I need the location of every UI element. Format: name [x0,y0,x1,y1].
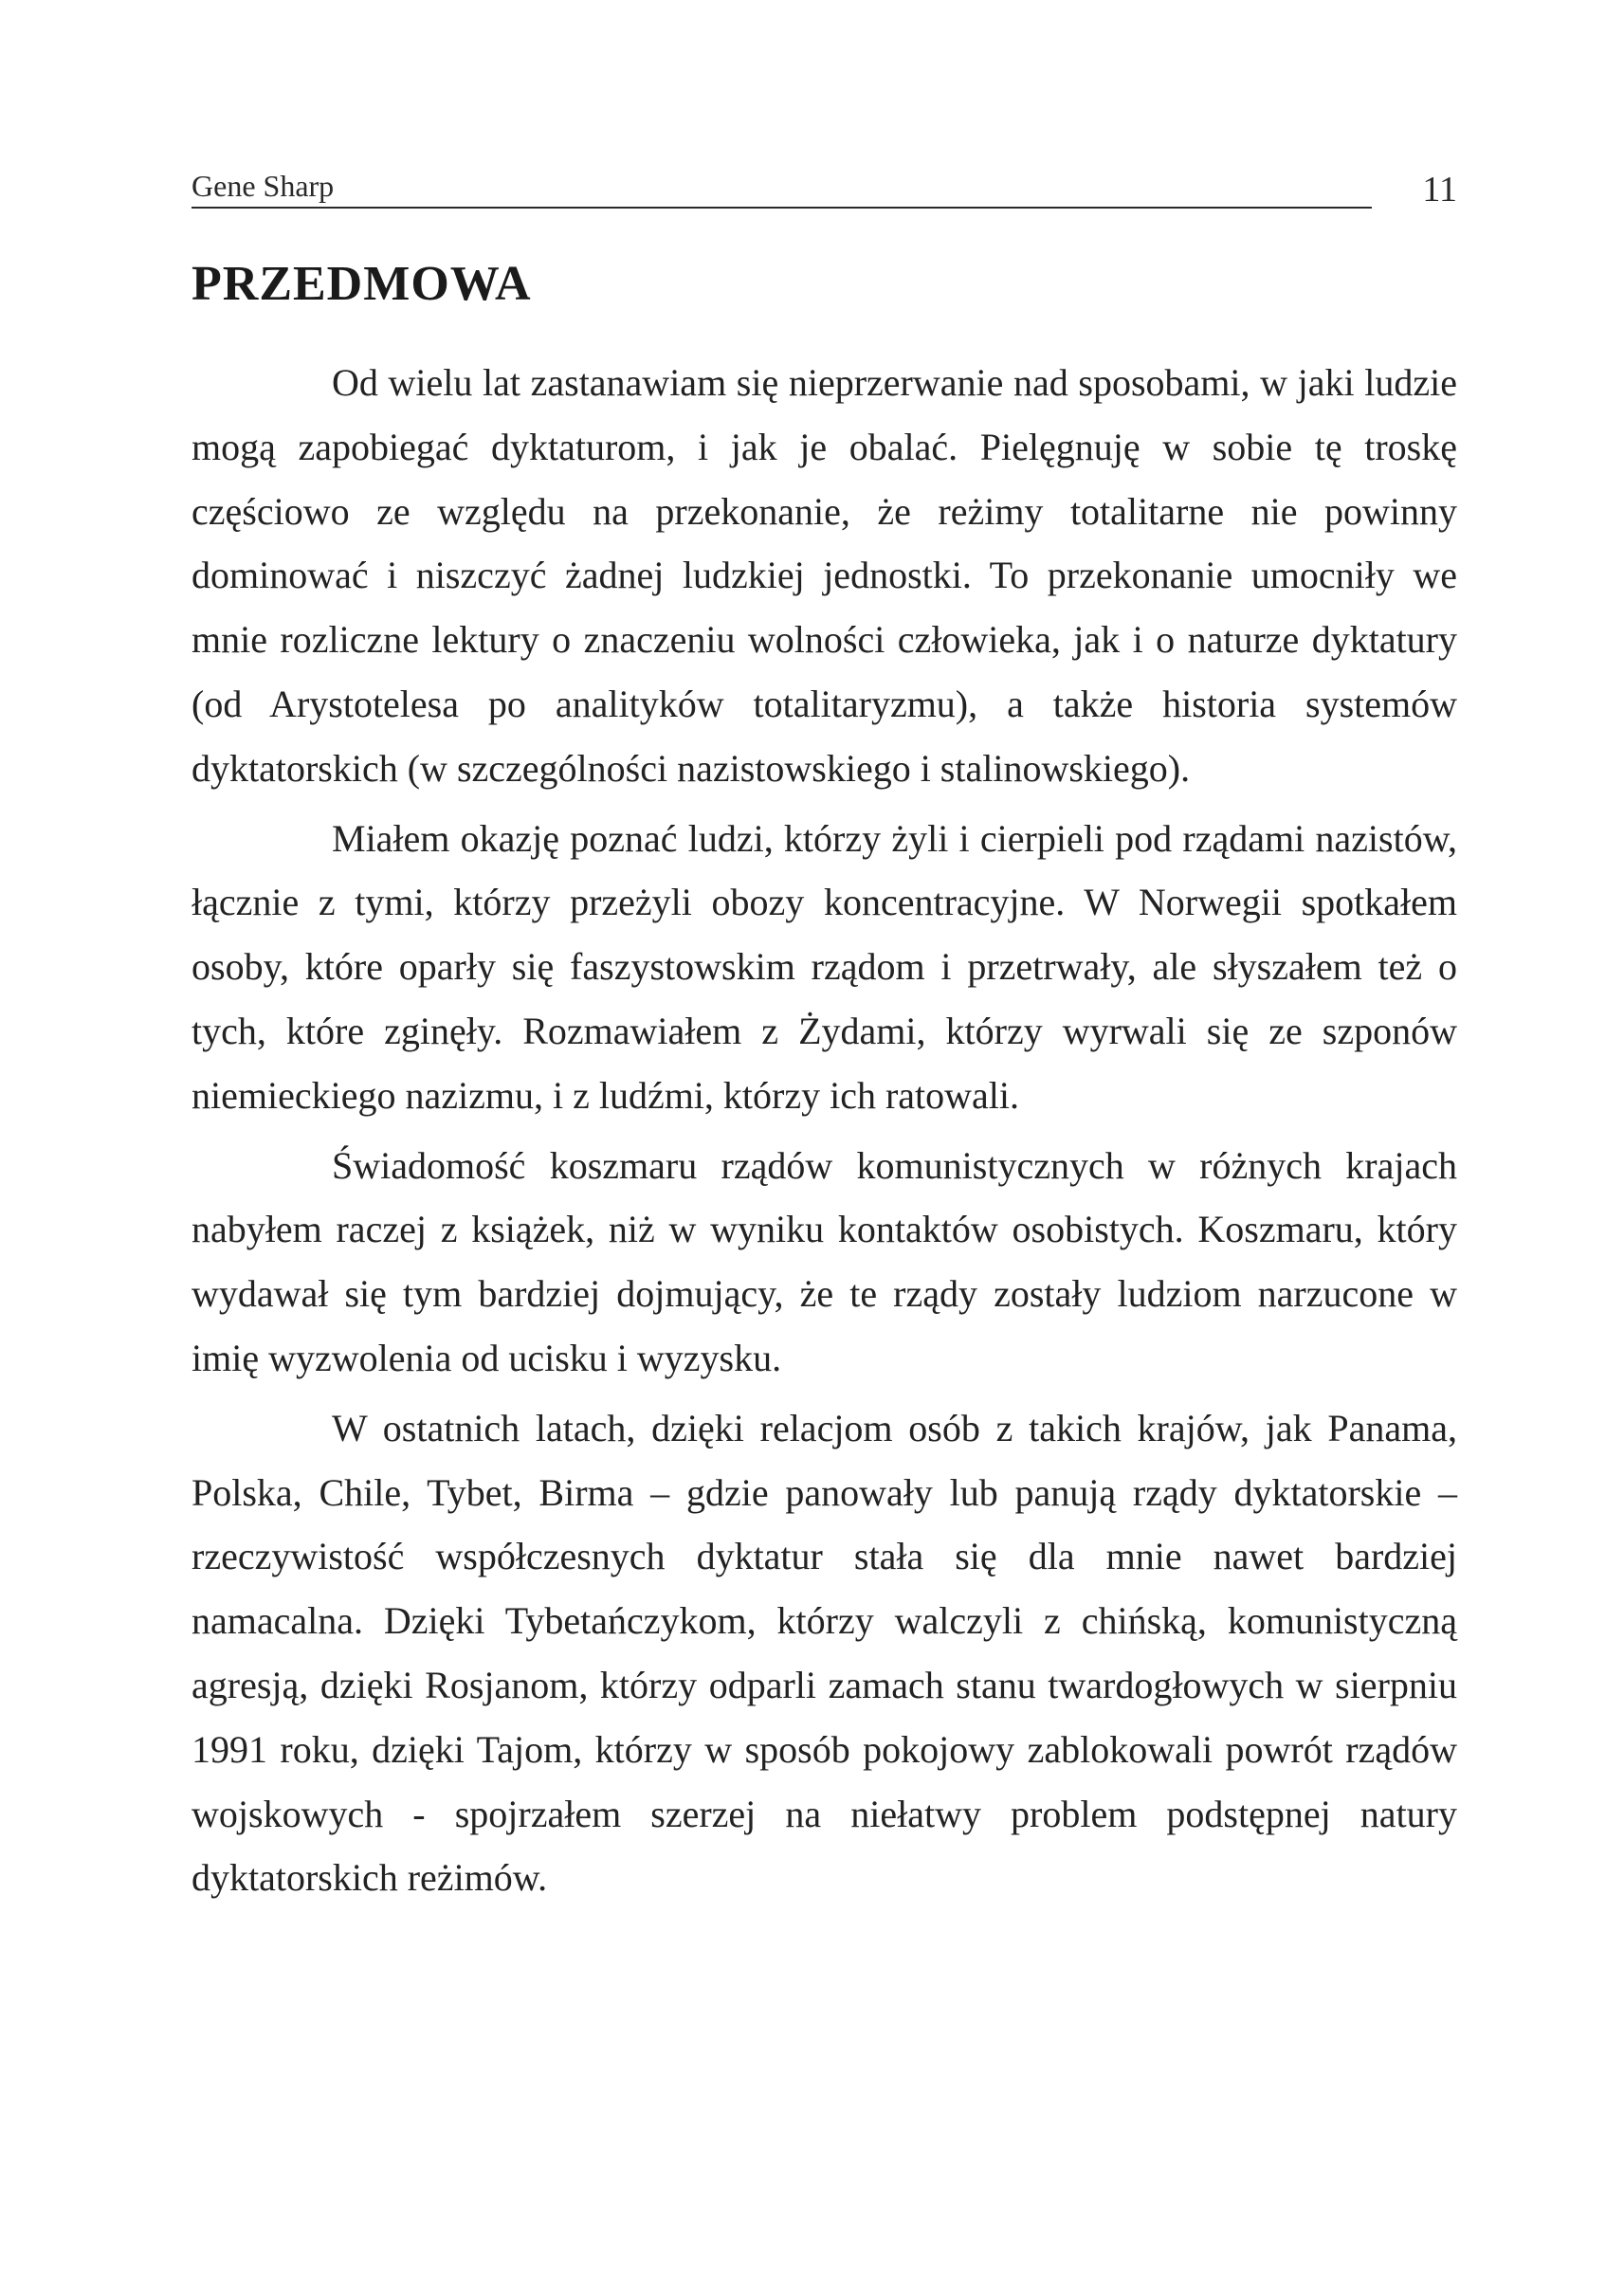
paragraph: Miałem okazję poznać ludzi, którzy żyli i cierpieli pod rządami nazistów, łącznie z tymi, którzy przeżyli obozy koncentracyjne. W Norwegii spotkałem osoby, które oparły się faszystowskim rządom i przetrwały, ale słyszałem też o tych, które zginęły. Rozmawiałem z Żydami, którzy wyrwali się ze szponów niemieckiego nazizmu, i z ludźmi, którzy ich ratowali. [192,816,1457,1117]
paragraph: W ostatnich latach, dzięki relacjom osób z takich krajów, jak Panama, Polska, Chile, Tybet, Birma – gdzie panowały lub panują rządy dyktatorskie – rzeczywistość współczesnych dyktatur stała się dla mnie nawet bardziej namacalna. Dzięki Tybetańczykom, którzy walczyli z chińską, komunistyczną agresją, dzięki Rosjanom, którzy odparli zamach stanu twardogłowych w sierpniu 1991 roku, dzięki Tajom, którzy w sposób pokojowy zablokowali powrót rządów wojskowych - spojrzałem szerzej na niełatwy problem podstępnej natury dyktatorskich reżimów. [192,1406,1457,1900]
running-header-author: Gene Sharp [192,169,335,203]
paragraph: Świadomość koszmaru rządów komunistycznych w różnych krajach nabyłem raczej z książek, niż w wyniku kontaktów osobistych. Koszmaru, który wydawał się tym bardziej dojmujący, że te rządy zostały ludziom narzucone w imię wyzwolenia od ucisku i wyzysku. [192,1143,1457,1379]
body-text [192,351,1457,1916]
page-number: 11 [1422,170,1457,210]
paragraph: Od wielu lat zastanawiam się nieprzerwanie nad sposobami, w jaki ludzie mogą zapobiegać dyktaturom, i jak je obalać. Pielęgnuję w sobie tę troskę częściowo ze względu na przekonanie, że reżimy totalitarne nie powinny dominować i niszczyć żadnej ludzkiej jednostki. To przekonanie umocniły we mnie rozliczne lektury o znaczeniu wolności człowieka, jak i o naturze dyktatury (od Arystotelesa po analityków totalitaryzmu), a także historia systemów dyktatorskich (w szczególności nazistowskiego i stalinowskiego). [192,361,1457,790]
running-header [192,167,1457,214]
chapter-title: PRZEDMOWA [192,257,532,311]
header-rule [192,207,1372,209]
